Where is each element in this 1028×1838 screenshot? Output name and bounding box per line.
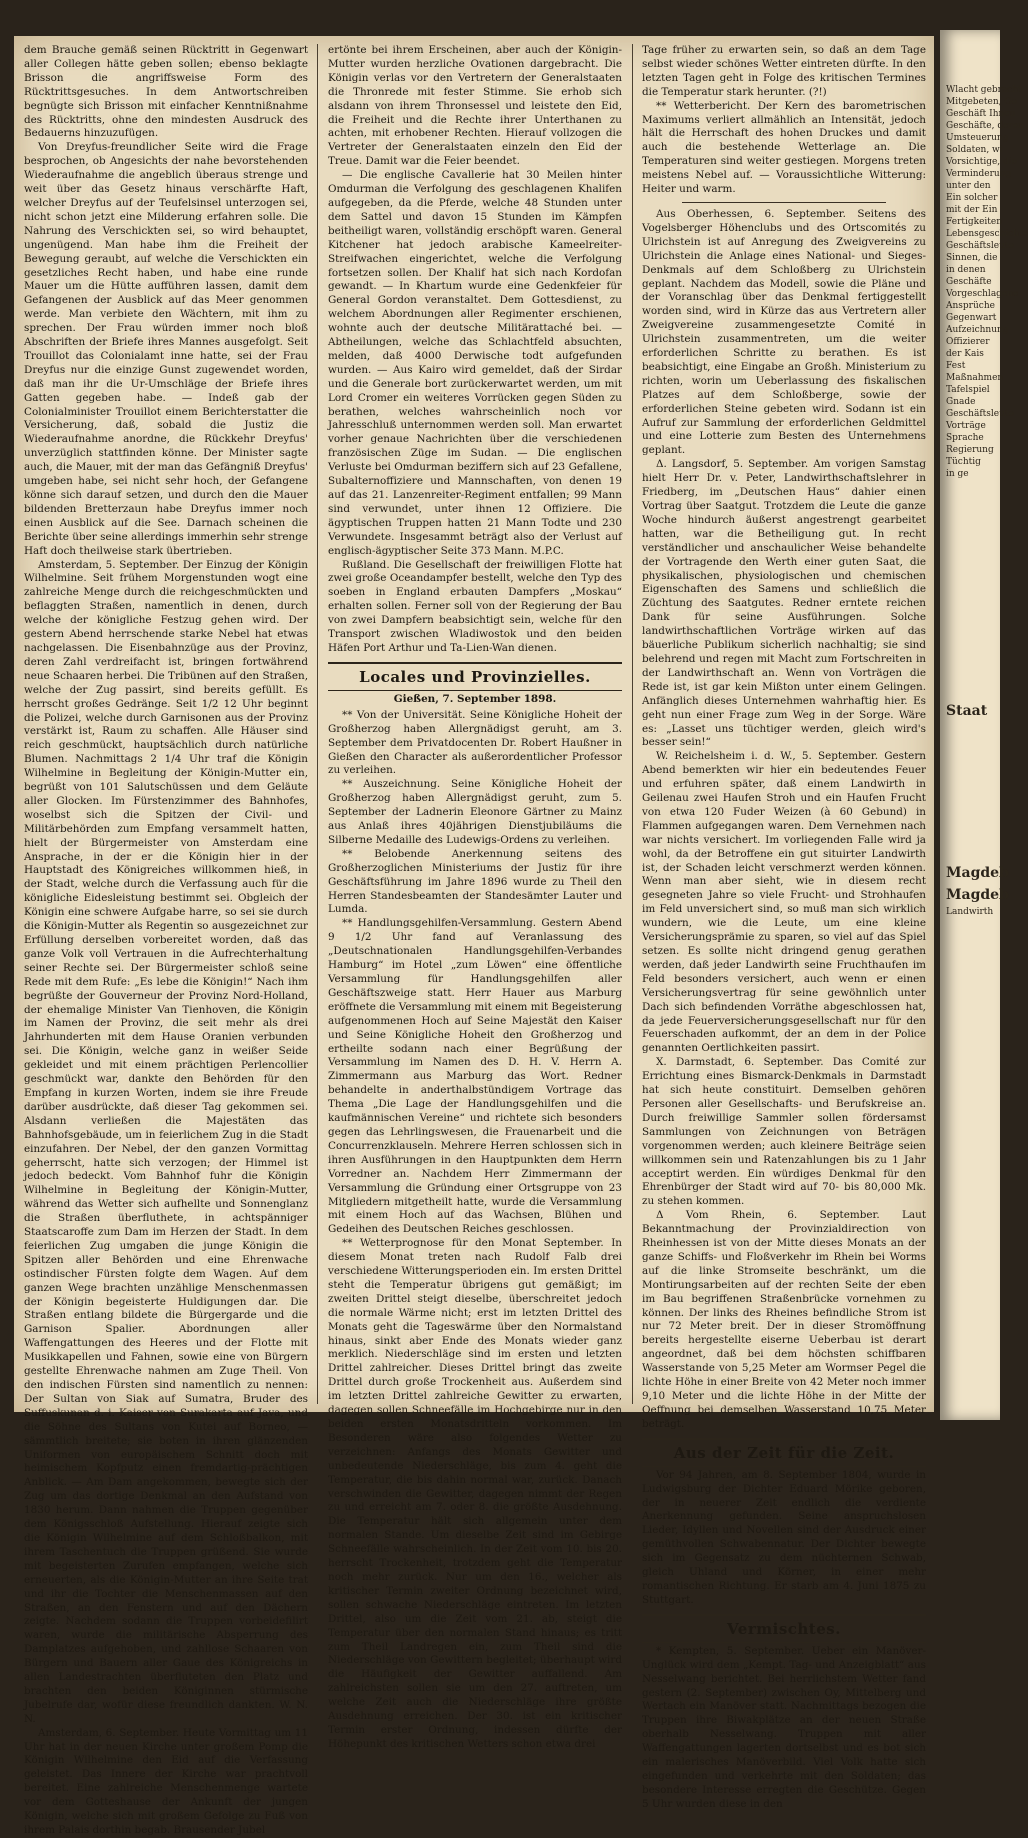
edge-text-line: Sprache: [946, 433, 984, 443]
section-heading-locales: Locales und Provinzielles.: [328, 662, 622, 691]
dateline: Gießen, 7. September 1898.: [393, 692, 557, 705]
edge-text-line: Wlacht gebracht: [946, 85, 1022, 95]
edge-text-line: Geschäft Ihnen: [946, 109, 1016, 119]
article-paragraph: — Die englische Cavallerie hat 30 Meilen hinter Omdurman die Verfolgung des geschlagenen Khalifen aufgegeben, da die Pferde, welche 48 Stunden unter dem Sattel und davon 15 Stunden im Kämpfen beitheiligt waren, vollständig erschöpft waren. General Kitchener hat jedoch arabische Kameelreiter-Streifwachen eingerichtet, welche die Verfolgung fortsetzen sollen. Der Khalif hat sich nach Kordofan gewandt. — In Khartum wurde eine Gedenkfeier für General Gordon veranstaltet. Dem Gottesdienst, zu welchem Abordnungen aller Regimenter erschienen, wohnte auch der deutsche Militärattaché bei. — Abtheilungen, welche das Schlachtfeld absuchten, melden, daß 4000 Derwische todt aufgefunden wurden. — Aus Kairo wird gemeldet, daß der Sirdar und die Generale bort zurückerwartet werden, um mit Lord Cromer ein weiteres Vorrücken gegen Süden zu berathen, welches wahrscheinlich noch vor Jahresschluß unternommen werden soll. Man erwartet vorher genaue Nachrichten über die verschiedenen französischen Züge im Sudan. — Die englischen Verluste bei Omdurman beziffern sich auf 23 Gefallene, Subalternoffiziere und Mannschaften, von denen 19 auf das 21. Lanzenreiter-Regiment entfallen; 99 Mann sind verwundet, unter ihnen 12 Offiziere. Die ägyptischen Truppen hatten 21 Mann Todte und 230 Verwundete. Insgesammt beträgt also der Verlust auf englisch-ägyptischer Seite 373 Mann. M.P.C.: [328, 169, 622, 557]
article-paragraph: Vor 94 Jahren, am 8. September 1804, wurde in Ludwigsburg der Dichter Eduard Mörike geboren, der in neuerer Zeit endlich die verdiente Anerkennung gefunden. Seine anspruchslosen Lieder, Idyllen und Novellen sind der Ausdruck einer gemüthvollen Schwabennatur. Der Dichter bewegte sich im Gegensatz zu dem nüchternen Schwab, gleich Uhland und Körner, in einer mehr romantischen Richtung. Er starb am 4. Juni 1875 zu Stuttgart.: [642, 1468, 926, 1606]
edge-text-line: Mitgebeten, Ge: [946, 97, 1017, 107]
article-paragraph: * Kempten, 5. September. Ueber ein Manöver-Unglück wird dem „Kempt. Tag- und Anzeigblatt“ aus Nesselwang berichtet. Bei herrlichstem Wetter fand gestern (2. September) zwischen Oy, Mittelberg und Wertach ein Manöver statt. Nachmittags bezogen die Truppen ihre Biwakplätze an der neuen Straße oberhalb Nesselwang. Truppen mit aller Waffengattungen lagerten dortselbst und es bot sich ein malerisches Manöverbild. Viel Volk hatte sich eingefunden und verkehrte mit den Soldaten; das besondere Interesse erregten die Geschütze. Gegen 5 Uhr wurden diese in den: [642, 1644, 926, 1810]
article-paragraph: X. Darmstadt, 6. September. Das Comité zur Errichtung eines Bismarck-Denkmals in Darmstadt hat sich heute constituirt. Demselben gehören Personen aller Gesellschafts- und Berufskreise an. Durch freiwillige Sammler sollen fördersamst Sammlungen von Zeichnungen von Beträgen vorgenommen werden; auch kleinere Beiträge seien willkommen sein und Ratenzahlungen bis zu 1 Jahr acceptirt werden. Ein würdiges Denkmal für den Ehrenbürger der Stadt wird auf 70- bis 80,000 Mk. zu stehen kommen.: [642, 1056, 926, 1208]
edge-text-line: in ge: [946, 469, 969, 479]
article-paragraph: Δ Vom Rhein, 6. September. Laut Bekanntmachung der Provinzialdirection von Rheinhessen ist von der Mitte dieses Monats an der ganze Schiffs- und Floßverkehr im Rhein bei Worms auf die linke Stromseite beschränkt, um die Montirungsarbeiten auf der rechten Seite der eben im Bau begriffenen Straßenbrücke vornehmen zu können. Der links des Rheines befindliche Strom ist nur 72 Meter breit. Der in dieser Stromöffnung bereits hergestellte eiserne Ueberbau ist derart angeordnet, daß bei dem höchsten schiffbaren Wasserstande von 5,25 Meter am Wormser Pegel die lichte Höhe in einer Breite von 42 Meter noch immer 9,10 Meter und die lichte Höhe in der Mitte der Oeffnung bei demselben Wasserstand 10,75 Meter beträgt.: [642, 1209, 926, 1430]
article-paragraph: ** Auszeichnung. Seine Königliche Hoheit der Großherzog haben Allergnädigst geruht, zum 5. September der Ladnerin Eleonore Gärtner zu Mainz aus Anlaß ihres 40jährigen Dienstjubiläums die Silberne Medaille des Ludewigs-Ordens zu verleihen.: [328, 778, 622, 846]
edge-text-line: Vorträge: [946, 421, 986, 431]
edge-heading: Staat: [946, 703, 988, 719]
edge-text-line: mit der Ein: [946, 205, 998, 215]
article-paragraph: Aus Oberhessen, 6. September. Seitens des Vogelsberger Höhenclubs und des Ortscomités zu Ulrichstein ist auf Anregung des Zweigvereins zu Ulrichstein die Anlage eines National- und Sieges-Denkmals auf dem Schloßberg zu Ulrichstein geplant. Nachdem das Modell, sowie die Pläne und der Voranschlag über das Denkmal fertiggestellt worden sind, wird in Kürze das aus Vertretern aller Zweigvereine zusammengesetzte Comité in Ulrichstein zusammentreten, um die weiter erforderlichen Schritte zu berathen. Es ist beabsichtigt, eine Eingabe an Großh. Ministerium zu richten, worin um Ueberlassung des fiskalischen Platzes auf dem Schloßberge, sowie der erforderlichen Steine gebeten wird. Sodann ist ein Aufruf zur Sammlung der erforderlichen Geldmittel und eine Lotterie zum Besten des Unternehmens geplant.: [642, 207, 926, 457]
column-left: [24, 44, 308, 1836]
edge-text-line: der Kais: [946, 349, 984, 359]
article-paragraph: Tage früher zu erwarten sein, so daß an dem Tage selbst wieder schönes Wetter eintreten dürfte. In den letzten Tagen geht in Folge des kritischen Termines die Temperatur stark herunter. (?!): [642, 44, 926, 98]
column-middle: [328, 44, 622, 1750]
edge-text-line: unter den: [946, 181, 991, 191]
edge-text-line: Soldaten, wi: [946, 145, 1003, 155]
edge-text-line: Vorsichtige, die: [946, 157, 1017, 167]
section-heading-zeit: Aus der Zeit für die Zeit.: [642, 1438, 926, 1467]
edge-text-line: Aufzeichnung: [946, 325, 1009, 335]
edge-text-line: Landwirth: [946, 907, 994, 917]
edge-text-line: Vorgeschlagene: [946, 289, 1019, 299]
edge-text-line: Regierung: [946, 445, 994, 455]
edge-text-line: Gegenwart: [946, 313, 997, 323]
edge-text-line: Tüchtig: [946, 457, 981, 467]
edge-heading: Magdeb: [946, 887, 1009, 903]
article-paragraph: W. Reichelsheim i. d. W., 5. September. Gestern Abend bemerkten wir hier ein bedeutendes Feuer und erfuhren später, daß einem Landwirth in Geilenau zwei Haufen Stroh und ein Haufen Frucht von etwa 120 Fuder Weizen (à 60 Gebund) in Flammen aufgegangen waren. Dem Vernehmen nach war nichts versichert. Im vorliegenden Falle wird ja wohl, da der Betroffene ein gut situirter Landwirth ist, der Schaden leicht verschmerzt werden können. Wenn man aber sieht, wie in diesem recht gesegneten Jahre so viele Frucht- und Strohhaufen im Feld unversichert sind, so muß man sich wirklich wundern, wie die Leute, um eine kleine Versicherungsprämie zu sparen, so viel auf das Spiel setzen. Es sollte nicht dringend genug gerathen werden, daß jeder Landwirth seine Fruchthaufen im Feld besonders versichert, auch wenn er einen Versicherungsvertrag für seine gewöhnlich unter Dach sich befindenden Vorräthe abgeschlossen hat, da jede Feuerversicherungsgesellschaft nur für den Feuerschaden aufkommt, der an dem in der Police genannten Oertlichkeiten passirt.: [642, 750, 926, 1055]
column-rule: [317, 44, 318, 1404]
edge-text-line: Tafelspiel: [946, 385, 990, 395]
edge-text-line: Geschäftsleute: [946, 409, 1014, 419]
article-paragraph: dem Brauche gemäß seinen Rücktritt in Gegenwart aller Collegen hätte geben sollen; ebenso beklagte Brisson die angriffsweise Form des Rücktrittsgesuches. In dem Antwortschreiben begnügte sich Brisson mit einfacher Kenntnißnahme des Rücktritts, ohne den mindesten Ausdruck des Bedauerns hinzuzufügen.: [24, 44, 308, 140]
column-rule: [632, 44, 633, 1404]
edge-text-line: Geschäftsleute: [946, 241, 1014, 251]
separator: [682, 202, 886, 203]
edge-text-line: Maßnahmen: [946, 373, 1004, 383]
edge-text-line: Gnade: [946, 397, 976, 407]
edge-text-line: Verminderung: [946, 169, 1012, 179]
edge-heading: Magdeb: [946, 865, 1009, 881]
adjacent-page-edge: [940, 30, 1028, 1420]
article-paragraph: Von Dreyfus-freundlicher Seite wird die Frage besprochen, ob Angesichts der nahe bevorstehenden Wiederaufnahme die angeblich überaus strenge und weit über das Gesetz hinaus verschärfte Haft, welcher Dreyfus auf der Teufelsinsel unterzogen sei, nicht schon jetzt eine Milderung erfahren solle. Die Nahrung des Verschickten sei, so wird behauptet, ungenügend. Man habe ihm die Freiheit der Bewegung geraubt, auf welche die Verschickten ein gesetzliches Recht haben, und habe eine runde Mauer um die Hütte aufführen lassen, damit dem Gefangenen der Ausblick auf das Meer genommen werde. Man verbiete den Wächtern, mit ihm zu sprechen. Der Frau würden immer noch bloß Abschriften der Briefe ihres Mannes ausgefolgt. Seit Trouillot das Colonialamt inne hatte, sei der Frau Dreyfus nur die einzige Gunst zugewendet worden, daß man ihr die Ur-Umschläge der Briefe ihres Gatten gegeben habe. — Indeß gab der Colonialminister Trouillot einem Berichterstatter die Versicherung, daß, sobald die Justiz die Wiederaufnahme anordne, die Rückkehr Dreyfus' unverzüglich stattfinden könne. Der Minister sagte auch, die Mauer, mit der man das Gefängniß Dreyfus' umgeben habe, sei nicht sehr hoch, der Gefangene könne sich darauf setzen, und durch den die Mauer bildenden Bretterzaun habe Dreyfus immer noch einen Ausblick auf die See. Darnach scheinen die Berichte über seine allerdings immerhin sehr strenge Haft doch theilweise stark übertrieben.: [24, 141, 308, 557]
article-paragraph: ** Wetterprognose für den Monat September. In diesem Monat treten nach Rudolf Falb drei verschiedene Witterungsperioden ein. Im ersten Drittel steht die Temperatur übrigens gut gemäßigt; im zweiten Drittel steigt dieselbe, überschreitet jedoch die normale Wärme nicht; erst im letzten Drittel des Monats geht die Tageswärme über den Normalstand hinaus, sinkt aber Ende des Monats wieder ganz merklich. Niederschläge sind im ersten und letzten Drittel zahlreicher. Dieses Drittel bringt das zweite Drittel durch große Trockenheit aus. Außerdem sind im letzten Drittel zahlreiche Gewitter zu erwarten, dagegen sollen Schneefälle im Hochgebirge nur in den beiden ersten Monatsdritteln vorkommen. Im Besonderen wäre also folgendes Wetter zu verzeichnen: Anfangs des Monats Gewitter und unbedeutende Niederschläge, bis zum 4. geht die Temperatur, die bis dahin normal war, zurück. Danach verschwinden die Gewitter, dagegen nimmt der Regen zu und erreicht am 7. oder 8. die größte Ausdehnung. Die Temperatur hält sich allgemein unter dem normalen Stande. Um dieselbe Zeit sind im Gebirge Schneefälle wahrscheinlich. In der Zeit vom 10. bis 20. herrscht Trockenheit, trotzdem geht die Temperatur noch mehr zurück. Nur um den 16., welcher als kritischer Termin zweiter Ordnung bezeichnet wird, sollen schwache Niederschläge eintreten. Im letzten Drittel, also um die Zeit vom 21. ab, steigt die Temperatur über den normalen Stand hinaus; es tritt zum Theil Landregen ein, zum Theil sind die Niederschläge von Gewittern begleitet; überhaupt wird die Häufigkeit der Gewitter auffallend. Am zahlreichsten sollen sie um den 27. auftreten, um welche Zeit auch die Niederschläge ihre größte Ausdehnung erreichen. Der 30. ist ein kritischer Termin erster Ordnung, indessen dürfte der Höhepunkt des kritischen Wetters schon etwa drei: [328, 1237, 622, 1750]
edge-text-line: Geschäfte, deren: [946, 121, 1024, 131]
edge-text-line: Ansprüche: [946, 301, 995, 311]
article-paragraph: ertönte bei ihrem Erscheinen, aber auch der Königin-Mutter wurden herzliche Ovationen dargebracht. Die Königin verlas vor den Vertretern der Generalstaaten die Thronrede mit fester Stimme. Sie erhob sich alsdann von ihrem Thronsessel und leistete den Eid, die Freiheit und die Rechte ihrer Unterthanen zu achten, mit erhobener Rechten. Hierauf vollzogen die Vertreter der Generalstaaten einzeln den Eid der Treue. Damit war die Feier beendet.: [328, 44, 622, 168]
edge-text-line: Lebensgeschichte: [946, 229, 1028, 239]
article-paragraph: Rußland. Die Gesellschaft der freiwilligen Flotte hat zwei große Oceandampfer bestellt, welche den Typ des soeben in England erbauten Dampfers „Moskau“ erhalten sollen. Ferner soll von der Regierung der Bau von zwei Dampfern beabsichtigt sein, welche für den Transport zwischen Wladiwostok und den beiden Häfen Port Arthur und Ta-Lien-Wan dienen.: [328, 558, 622, 654]
edge-text-line: Geschäfte: [946, 277, 992, 287]
edge-text-line: Ein solcher: [946, 193, 998, 203]
article-paragraph: ** Von der Universität. Seine Königliche Hoheit der Großherzog haben Allergnädigst geruht, am 3. September dem Privatdocenten Dr. Robert Haußner in Gießen den Character als außerordentlicher Professor zu verleihen.: [328, 708, 622, 777]
edge-text-line: Sinnen, die: [946, 253, 998, 263]
edge-text-line: Umsteuerung: [946, 133, 1009, 143]
article-paragraph: Δ. Langsdorf, 5. September. Am vorigen Samstag hielt Herr Dr. v. Peter, Landwirthschaftslehrer in Friedberg, im „Deutschen Haus“ dahier einen Vortrag über Saatgut. Trotzdem die Leute die ganze Woche hindurch äußerst angestrengt gearbeitet hatten, war die Betheiligung gut. In recht verständlicher und anschaulicher Weise behandelte der Vortragende den Werth einer guten Saat, die physikalischen, physiologischen und chemischen Eigenschaften des Samens und schließlich die Züchtung des Saatgutes. Redner erntete reichen Dank für seine Ausführungen. Solche landwirthschaftlichen Vorträge wirken auf das bäuerliche Publikum sicherlich nachhaltig; sie sind belehrend und regen mit Macht zum Fortschreiten in der Landwirthschaft an. Wenn von Vorträgen die Rede ist, ist gar kein Mißton unter einem Gelingen. Anfänglich dieses Unternehmen wahrhaftig hier. Es geht nun einer Frage zum Weg in der Sorge. Wäre es: „Lasset uns tüchtiger werden, gleich wird's besser sein!“: [642, 458, 926, 749]
column-right: [642, 44, 926, 1810]
article-paragraph: Amsterdam, 6. September. Heute Vormittag um 11 Uhr hat in der neuen Kirche unter großem Pomp die Königin Wilhelmine den Eid auf die Verfassung geleistet. Das Innere der Kirche war prachtvoll bereitet. Eine zahlreiche Menschenmenge wartete vor dem Gotteshause der Ankunft der jungen Königin, welche sich mit großem Gefolge zu Fuß von ihrem Palais dorthin begab. Brausender Jubel: [24, 1726, 308, 1836]
article-paragraph: ** Belobende Anerkennung seitens des Großherzoglichen Ministeriums der Justiz für ihre Geschäftsführung im Jahre 1896 wurde zu Theil den Herren Standesbeamten der Standesämter Lauter und Lumda.: [328, 847, 622, 916]
article-paragraph: ** Wetterbericht. Der Kern des barometrischen Maximums verliert allmählich an Intensität, jedoch hält die Herrschaft des hohen Druckes und damit auch die bestehende Wetterlage an. Die Temperaturen sind weiter gestiegen. Morgens treten meistens Nebel auf. — Voraussichtliche Witterung: Heiter und warm.: [642, 99, 926, 196]
newspaper-page: [14, 36, 934, 1836]
edge-text-line: Offizierer: [946, 337, 990, 347]
edge-text-line: Fest: [946, 361, 966, 371]
article-paragraph: ** Handlungsgehilfen-Versammlung. Gestern Abend 9 1/2 Uhr fand auf Veranlassung des „Deutschnationalen Handlungsgehilfen-Verbandes Hamburg“ im Hotel „zum Löwen“ eine öffentliche Versammlung für Handlungsgehilfen aller Geschäftszweige statt. Herr Hauer aus Marburg eröffnete die Versammlung mit einem mit Begeisterung aufgenommenen Hoch auf Seine Majestät den Kaiser und Seine Königliche Hoheit den Großherzog und ertheilte sodann nach einer Begrüßung der Versammlung im Namen des D. H. V. Herrn A. Zimmermann aus Marburg das Wort. Redner behandelte in anderthalbstündigem Vortrage das Thema „Die Lage der Handlungsgehilfen und die kaufmännischen Vereine“ und richtete sich besonders gegen das Lehrlingswesen, die Frauenarbeit und die Concurrenzklauseln. Mehrere Herren schlossen sich in ihren Ausführungen in den Hauptpunkten dem Herrn Vorredner an. Nachdem Herr Zimmermann der Versammlung die Gründung einer Ortsgruppe von 23 Mitgliedern mitgetheilt hatte, wurde die Versammlung mit einem Hoch auf das Wachsen, Blühen und Gedeihen des Deutschen Reiches geschlossen.: [328, 917, 622, 1236]
edge-text-line: in denen: [946, 265, 986, 275]
article-paragraph: Amsterdam, 5. September. Der Einzug der Königin Wilhelmine. Seit frühem Morgenstunden wogt eine zahlreiche Menge durch die reichgeschmückten und beflaggten Straßen, namentlich in denen, durch welche der königliche Festzug gehen wird. Der gestern Abend herrschende starke Nebel hat etwas nachgelassen. Die Eisenbahnzüge aus der Provinz, deren Zahl verdreifacht ist, bringen fortwährend neue Schaaren herbei. Die Tribünen auf den Straßen, welche der Zug passirt, sind bereits gefüllt. Es herrscht großes Gedränge. Seit 1/2 12 Uhr beginnt die Polizei, welche durch Garnisonen aus der Provinz verstärkt ist, Raum zu schaffen. Alle Häuser sind reich geschmückt, hauptsächlich durch natürliche Blumen. Nachmittags 2 1/4 Uhr traf die Königin Wilhelmine in Begleitung der Königin-Mutter ein, begrüßt von 101 Salutschüssen und dem Geläute aller Glocken. Im Fürstenzimmer des Bahnhofes, woselbst sich die Spitzen der Civil- und Militärbehörden zum Empfang versammelt hatten, hielt der Bürgermeister von Amsterdam eine Ansprache, in der er die Königin hier in der Hauptstadt des Königreiches willkommen hieß, in der Stadt, welche durch die Verfassung auch für die königliche Eidesleistung bestimmt sei. Obgleich der Königin eine schwere Aufgabe harre, so sei sie durch die Königin-Mutter als Regentin so ausgezeichnet zur Erfüllung derselben vorbereitet worden, daß das ganze Volk voll Vertrauen in die Aufrechterhaltung seiner Rechte sei. Der Bürgermeister schloß seine Rede mit dem Rufe: „Es lebe die Königin!“ Nach ihm begrüßte der Gouverneur der Provinz Nord-Holland, der ehemalige Minister Van Tienhoven, die Königin im Namen der Provinz, die seit mehr als drei Jahrhunderten mit dem Hause Oranien verbunden sei. Die Königin, welche ganz in weißer Seide gekleidet und mit einem prächtigen Perlencollier geschmückt war, dankte den Behörden für den Empfang in kurzen Worten, indem sie ihre Freude darüber ausdrückte, daß dieser Tag gekommen sei. Alsdann verließen die Majestäten das Bahnhofsgebäude, um in feierlichem Zug in die Stadt einzufahren. Der Nebel, der den ganzen Vormittag geherrscht, hatte sich verzogen; der Himmel ist jedoch bedeckt. Vom Bahnhof fuhr die Königin Wilhelmine in Begleitung der Königin-Mutter, während das Wetter sich aufhellte und Sonnenglanz die Straßen überfluthete, in achtspänniger Staatscaroffe zum Dam im Herzen der Stadt. In dem feierlichen Zug umgaben die junge Königin die Spitzen aller Behörden und eine Ehrenwache ostindischer Fürsten folgte dem Wagen. Auf dem ganzen Wege brachten unzählige Menschenmassen der Königin begeisterte Huldigungen dar. Die Straßen entlang bildete die Bürgergarde und die Garnison Spalier. Abordnungen aller Waffengattungen des Heeres und der Flotte mit Musikkapellen und Fahnen, sowie eine von Bürgern gestellte Ehrenwache nahmen am Zuge Theil. Von den indischen Fürsten sind namentlich zu nennen: Der Sultan von Siak auf Sumatra, Bruder des Suffuskunan d. i. Kaiser von Surakarta auf Java, und die Söhne des Sultans von Kutei auf Borneo, — sämmtlich breitete; sie boten in ihren glänzenden Uniformen von europäischem Schnitt doch mit heimischem Kopfputz einen fremdartig-prächtigen Anblick. — Am Dam angekommen, bewegte sich der Zug um das dortige Denkmal an den Aufstand von 1830 herum. Dann nahmen die Truppen gegenüber dem Königsschloß Aufstellung. Hierauf zeigte sich die Königin Wilhelmine auf dem Schloßbalkon, mit ihrem Taschentuch die Truppen grüßend. Sie wurde mit begeisterten Zurufen empfangen, welche sich erneuerten, als die Königin-Mutter an ihre Seite trat und ihr die Tochter die Menschenmassen auf den Straßen, an den Fenstern und auf den Dächern zeigte. Nachdem sodann die Truppen vorbeidefilirt waren, wurde die militärische Absperrung des Damplatzes aufgehoben, und zahllose Schaaren von Bürgern und Bauern aller Gaue des Königreichs in allen Landestrachten überfluteten den Platz und brachten den beiden Königinnen stürmische Jubelrufe dar, wofür diese freundlich dankten. W. N. N.: [24, 558, 308, 1725]
section-heading-vermischtes: Vermischtes.: [642, 1614, 926, 1643]
edge-text-line: Fertigkeiten: [946, 217, 1003, 227]
